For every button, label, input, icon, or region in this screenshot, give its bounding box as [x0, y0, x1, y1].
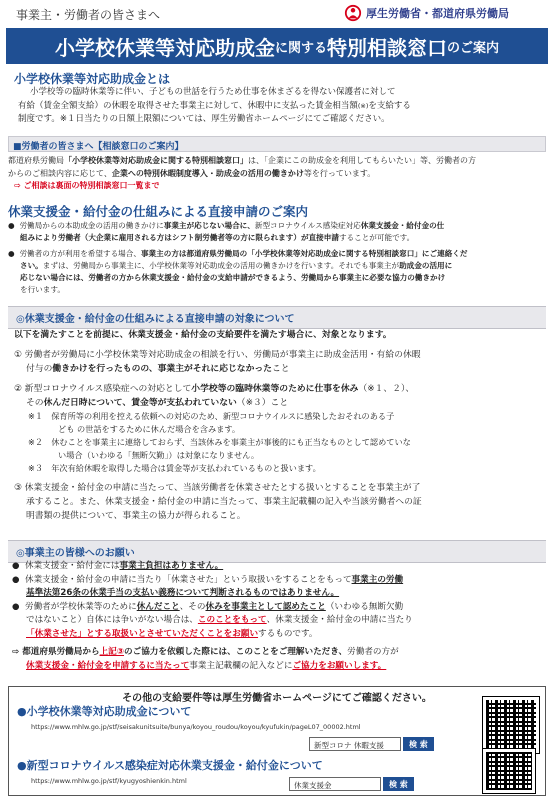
- request-item: ● 休業支援金・給付金には事業主負担はありません。: [12, 561, 224, 571]
- eligibility-item-2: ② 新型コロナウイルス感染症への対応として小学校等の臨時休業等のために仕事を休み（※１、２）、 その休んだ日時について、賃金等が支払われていない（※３）こと: [14, 384, 415, 408]
- search-box-subsidy[interactable]: 新型コロナ 休暇支援: [309, 737, 401, 751]
- ministry-name: 厚生労働省・都道府県労働局: [366, 7, 509, 20]
- subsidy-description: [18, 86, 548, 127]
- note-line: ※３ 年次有給休暇を取得した場合は賃金等が支払われているものと扱います。: [28, 463, 321, 473]
- links-heading: その他の支給要件等は厚生労働省ホームページにてご確認ください。: [122, 693, 432, 704]
- audience-text: 事業主・労働者の皆さまへ: [16, 8, 161, 22]
- search-box-support[interactable]: 休業支援金: [289, 777, 381, 791]
- direct-application-bullets: [8, 220, 548, 296]
- section-heading-direct-application: 休業支援金・給付金の仕組みによる直接申請のご案内: [8, 204, 309, 219]
- link-subsidy-url[interactable]: https://www.mhlw.go.jp/stf/seisakunitsuite/bunya/koyou_roudou/koyou/kyufukin/pageL07_00002.html: [31, 723, 361, 731]
- qr-code-icon: [483, 749, 535, 793]
- eligibility-bar: ◎休業支援金・給付金の仕組みによる直接申請の対象について: [8, 306, 546, 329]
- text-line: からのご相談内容に応じて、企業への特別休暇制度導入・助成金の活用の働きかけ等を行っています。: [8, 168, 376, 178]
- bullet-cont: を行います。: [20, 285, 65, 294]
- worker-consultation-text: [8, 155, 548, 193]
- bullet-cont: 応じない場合には、労働者の方から休業支援金・給付金の支給申請ができるよう、労働局から事業主に必要な協力の働きかけ: [20, 273, 446, 282]
- link-support-url[interactable]: https://www.mhlw.go.jp/stf/kyugyoshienkin.html: [31, 777, 187, 785]
- title-main: 小学校休業等対応助成金: [54, 35, 275, 60]
- mhlw-logo-icon: [344, 4, 362, 22]
- bullet-item: ● 労働局からの本助成金の活用の働きかけに事業主が応じない場合に、新型コロナウイルス感染症対応休業支援金・給付金の仕: [8, 221, 445, 230]
- eligibility-item-1: ① 労働者が労働局に小学校休業等対応助成金の相談を行い、労働局が事業主に助成金活用・有給の休暇 付与の働きかけを行ったものの、事業主がそれに応じなかったこと: [14, 350, 421, 374]
- link-subsidy-title[interactable]: ●小学校休業等対応助成金について: [17, 705, 192, 718]
- qr-code-icon: [483, 697, 539, 753]
- bullet-cont: 組みにより労働者（大企業に雇用される方はシフト制労働者等の方に限られます）が直接申請することが可能です。: [20, 233, 415, 242]
- request-item: ● 労働者が学校休業等のために休んだこと、その休みを事業主として認めたこと（いわゆる無断欠勤: [12, 601, 404, 612]
- eligibility-notes: [14, 410, 548, 475]
- request-arrow: ⇨ 都道府県労働局から上記③のご協力を依頼した際には、このことをご理解いただき、労働者の方が: [12, 647, 399, 657]
- request-cont: 「休業させた」とする取扱いとさせていただくことをお願いするものです。: [26, 628, 318, 639]
- text-line: 都道府県労働局「小学校休業等対応助成金に関する特別相談窓口」は、「企業にこの助成金を利用してもらいたい」等、労働者の方: [8, 156, 476, 165]
- bullet-item: ● 労働者の方が利用を希望する場合、事業主の方は都道府県労働局の「小学校休業等対応助成金に関する特別相談窓口」にご連絡くだ: [8, 249, 468, 258]
- employer-request-content: [12, 560, 548, 673]
- note-line: い場合（いわゆる「無断欠勤」）は対象になりません。: [58, 450, 260, 460]
- title-main2: 特別相談窓口: [327, 35, 447, 60]
- search-button-subsidy[interactable]: 検 索: [403, 737, 434, 751]
- desc-line: 小学校等の臨時休業等に伴い、子どもの世話を行うため仕事を休まざるを得ない保護者に対して: [30, 87, 396, 97]
- request-cont: 基準法第26条の休業手当の支払い義務について判断されるものではありません。: [26, 588, 340, 598]
- page-title-banner: [6, 28, 548, 64]
- bullet-cont: さい。まずは、労働局から事業主に、小学校休業等対応助成金の活用の働きかけを行います。それでも事業主が助成金の活用に: [20, 261, 453, 270]
- desc-line: 制度です。※１日当たりの日額上限額については、厚生労働省ホームページにてご確認ください。: [18, 114, 390, 124]
- request-item: ● 休業支援金・給付金の申請に当たり「休業させた」という取扱いをすることをもって事業主の労働: [12, 574, 404, 585]
- consultation-arrow-note: ⇨ ご相談は裏面の特別相談窓口一覧まで: [14, 181, 160, 190]
- employer-request-bar: ◎事業主の皆様へのお願い: [8, 540, 546, 563]
- note-line: ※１ 保育所等の利用を控える依頼への対応のため、新型コロナウイルスに感染したおそれのある子: [28, 411, 395, 421]
- desc-line: 有給（賃金全額支給）の休暇を取得させた事業主に対して、休暇中に支払った賃金相当額(※)を支給する: [18, 100, 411, 111]
- worker-box-title: ■労働者の皆さまへ【相談窓口のご案内】: [8, 136, 546, 152]
- request-cont: ではないこと）自体には争いがない場合は、このことをもって、休業支援金・給付金の申請に当たり: [26, 615, 413, 625]
- links-box: [8, 686, 546, 796]
- eligibility-content: [14, 328, 548, 523]
- eligibility-intro: 以下を満たすことを前提に、休業支援金・給付金の支給要件を満たす場合に、対象となります。: [14, 330, 392, 340]
- search-button-support[interactable]: 検 索: [383, 777, 414, 791]
- note-line: ども の世話をするために休んだ場合を含みます。: [58, 424, 241, 434]
- section-heading-subsidy: 小学校休業等対応助成金とは: [14, 72, 171, 86]
- title-end: のご案内: [447, 40, 500, 56]
- note-line: ※２ 休むことを事業主に連絡しておらず、当該休みを事業主が事後的にも正当なものとして認めていな: [28, 437, 411, 447]
- link-support-title[interactable]: ●新型コロナウイルス感染症対応休業支援金・給付金について: [17, 759, 323, 772]
- eligibility-item-3: ③ 休業支援金・給付金の申請に当たって、当該労働者を休業させたとする扱いとすることを事業主が了 承すること。また、休業支援金・給付金の申請に当たって、事業主記載欄の記入や当該労働者への証 明書類の提供について、事業主の協力が得られること。: [14, 483, 422, 521]
- ministry-logo: [344, 4, 509, 22]
- title-mid: に関する: [274, 40, 327, 56]
- request-arrow-cont: 休業支援金・給付金を申請するに当たって事業主記載欄の記入などにご協力をお願いします。: [26, 660, 387, 671]
